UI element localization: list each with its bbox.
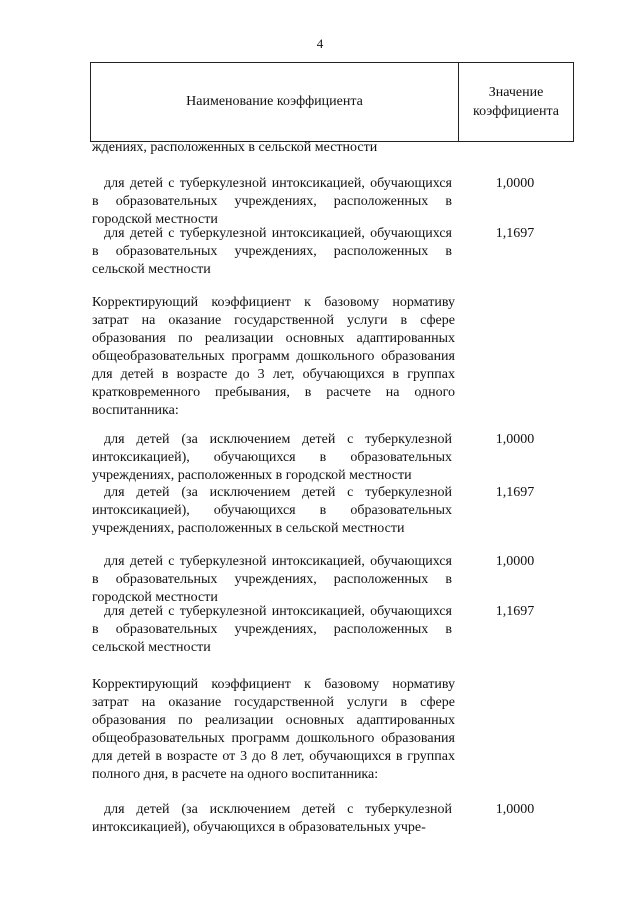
header-coefficient-name: Наименование коэффициента bbox=[91, 63, 459, 141]
table-row-value: 1,0000 bbox=[495, 802, 535, 817]
table-row-value: 1,0000 bbox=[495, 432, 535, 447]
table-row-value: 1,0000 bbox=[495, 176, 535, 191]
table-row-text: для детей с туберкулезной интоксикацией, обучающихся в образовательных учреждениях, расположенных в городской местности bbox=[92, 176, 452, 227]
table-row-text: для детей с туберкулезной интоксикацией, обучающихся в образовательных учреждениях, расположенных в сельской местности bbox=[92, 226, 452, 277]
table-row-value: 1,0000 bbox=[495, 554, 535, 569]
table-row-value: 1,1697 bbox=[495, 604, 535, 619]
table-row-value: 1,1697 bbox=[495, 485, 535, 500]
table-row-text: для детей с туберкулезной интоксикацией, обучающихся в образовательных учреждениях, расположенных в городской местности bbox=[92, 554, 452, 605]
table-row-text: для детей (за исключением детей с туберкулезной интоксикацией), обучающихся в образовательных учре- bbox=[92, 802, 452, 835]
table-row-text: для детей (за исключением детей с туберкулезной интоксикацией), обучающихся в образовательных учреждениях, расположенных в сельской местности bbox=[92, 485, 452, 536]
paragraph: Корректирующий коэффициент к базовому нормативу затрат на оказание государственной услуги в сфере образования по реализации основных адаптированных общеобразовательных программ дошкольного образования для детей в возрасте от 3 до 8 лет, обучающихся в группах полного дня, в расчете на одного воспитанника: bbox=[92, 677, 455, 782]
page-number: 4 bbox=[316, 36, 324, 51]
paragraph: Корректирующий коэффициент к базовому нормативу затрат на оказание государственной услуги в сфере образования по реализации основных адаптированных общеобразовательных программ дошкольного образования для детей в возрасте до 3 лет, обучающихся в группах кратковременного пребывания, в расчете на одного воспитанника: bbox=[92, 295, 455, 418]
continuation-text: ждениях, расположенных в сельской местности bbox=[92, 140, 378, 155]
table-row-text: для детей (за исключением детей с туберкулезной интоксикацией), обучающихся в образовательных учреждениях, расположенных в городской местности bbox=[92, 432, 452, 483]
table-row-value: 1,1697 bbox=[495, 226, 535, 241]
header-coefficient-value: Значение коэффициента bbox=[473, 85, 559, 119]
table-header bbox=[90, 62, 574, 142]
table-row-text: для детей с туберкулезной интоксикацией, обучающихся в образовательных учреждениях, расположенных в сельской местности bbox=[92, 604, 452, 655]
